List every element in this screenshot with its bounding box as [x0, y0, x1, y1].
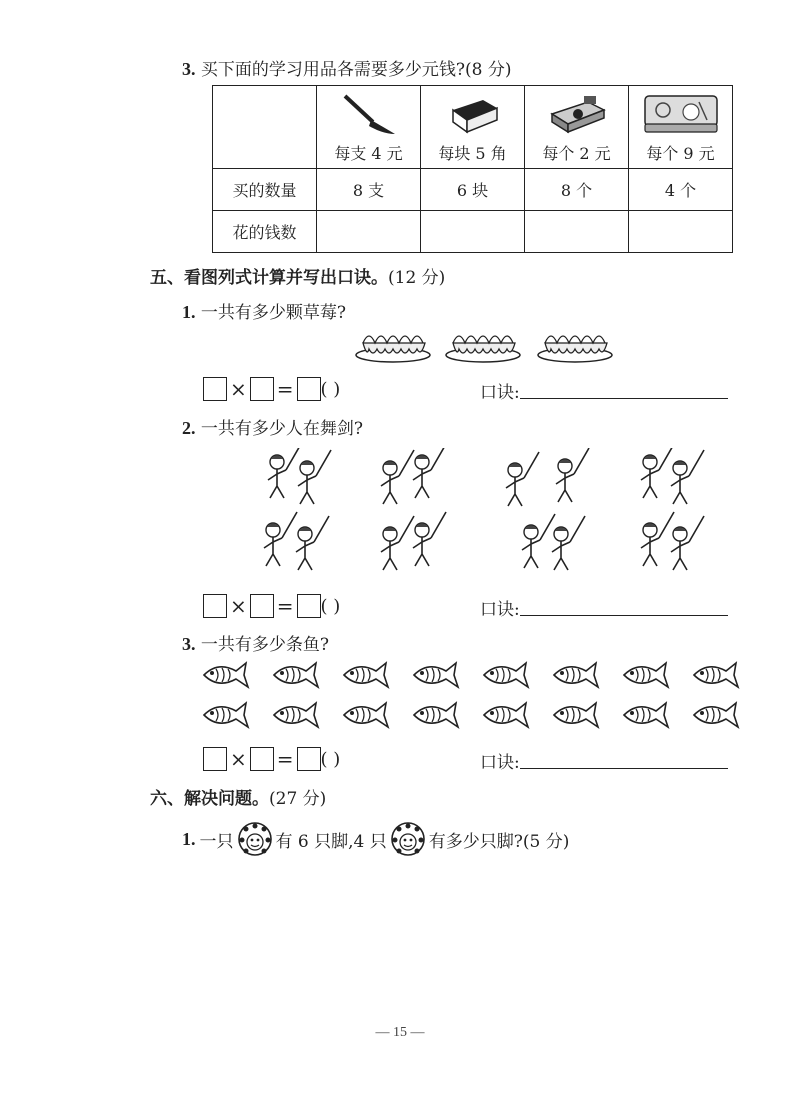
- strawberry-plate-icon: [356, 336, 430, 362]
- question-3-title: 3. 买下面的学习用品各需要多少元钱?(8 分): [182, 59, 512, 80]
- fish-icon: [484, 663, 528, 727]
- quantity-eraser: 6 块: [421, 169, 525, 211]
- sec5-question-1: 1. 一共有多少颗草莓?: [182, 302, 347, 323]
- sec5-question-3: 3. 一共有多少条鱼?: [182, 634, 330, 655]
- fish-icon: [204, 663, 248, 727]
- row-label-quantity: 买的数量: [213, 169, 317, 211]
- answer-box[interactable]: [250, 377, 274, 401]
- price-sharpener: 每个 2 元: [542, 144, 611, 163]
- sec5-q1-koujue: 口诀:: [480, 378, 728, 403]
- page-number: — 15 —: [375, 1025, 425, 1040]
- koujue-answer-line[interactable]: [520, 767, 728, 769]
- koujue-answer-line[interactable]: [520, 397, 728, 399]
- price-brush: 每支 4 元: [334, 144, 403, 163]
- row-label-cost: 花的钱数: [213, 211, 317, 253]
- table-corner-cell: [213, 86, 317, 169]
- sec5-q3-equation: × = ( ): [203, 747, 340, 771]
- sharpener-cell: [525, 86, 629, 169]
- sec6-question-1: 1. 一只 有 6 只脚,4 只 有多少只脚?(5 分): [182, 820, 569, 858]
- koujue-answer-line[interactable]: [520, 614, 728, 616]
- dancer-group-icon: [506, 448, 589, 570]
- sec5-q1-equation: × = ( ): [203, 377, 340, 401]
- fish-icon: [274, 663, 318, 727]
- dancer-group-icon: [264, 448, 331, 570]
- fish-icon: [344, 663, 388, 727]
- section-5-heading: 五、看图列式计算并写出口诀。(12 分): [150, 268, 446, 288]
- strawberry-plates: [355, 325, 615, 365]
- cost-input-pencil-case[interactable]: [629, 211, 733, 253]
- answer-box[interactable]: [250, 594, 274, 618]
- fish-icon: [414, 663, 458, 727]
- answer-box[interactable]: [203, 747, 227, 771]
- answer-box[interactable]: [250, 747, 274, 771]
- quantity-brush: 8 支: [317, 169, 421, 211]
- sec5-question-2: 2. 一共有多少人在舞剑?: [182, 418, 364, 439]
- sword-dancer-groups: [255, 448, 715, 583]
- sec5-q2-equation: × = ( ): [203, 594, 340, 618]
- answer-box[interactable]: [297, 377, 321, 401]
- sec5-q3-koujue: 口诀:: [480, 748, 728, 773]
- pencil-case-icon: [641, 92, 721, 137]
- sec5-q2-koujue: 口诀:: [480, 595, 728, 620]
- eraser-cell: [421, 86, 525, 169]
- cost-input-sharpener[interactable]: [525, 211, 629, 253]
- price-pencil-case: 每个 9 元: [646, 144, 715, 163]
- fish-grid: [200, 657, 748, 735]
- answer-box[interactable]: [203, 377, 227, 401]
- eraser-icon: [443, 92, 503, 137]
- price-table: [212, 85, 733, 253]
- pencil-sharpener-icon: [544, 92, 610, 137]
- dancer-group-icon: [381, 448, 446, 570]
- cost-input-eraser[interactable]: [421, 211, 525, 253]
- unit-paren[interactable]: ( ): [320, 595, 341, 617]
- quantity-pencil-case: 4 个: [629, 169, 733, 211]
- answer-box[interactable]: [203, 594, 227, 618]
- strawberry-plate-icon: [538, 336, 612, 362]
- cost-input-brush[interactable]: [317, 211, 421, 253]
- price-eraser: 每块 5 角: [438, 144, 507, 163]
- brush-cell: [317, 86, 421, 169]
- answer-box[interactable]: [297, 594, 321, 618]
- unit-paren[interactable]: ( ): [320, 378, 341, 400]
- ladybug-icon: [236, 820, 274, 858]
- quantity-sharpener: 8 个: [525, 169, 629, 211]
- unit-paren[interactable]: ( ): [320, 748, 341, 770]
- pencil-case-cell: [629, 86, 733, 169]
- fish-icon: [554, 663, 598, 727]
- strawberry-plate-icon: [446, 336, 520, 362]
- brush-icon: [339, 92, 399, 137]
- section-6-heading: 六、解决问题。(27 分): [150, 789, 327, 809]
- fish-icon: [624, 663, 668, 727]
- dancer-group-icon: [641, 448, 704, 570]
- ladybug-icon: [389, 820, 427, 858]
- fish-icon: [694, 663, 738, 727]
- answer-box[interactable]: [297, 747, 321, 771]
